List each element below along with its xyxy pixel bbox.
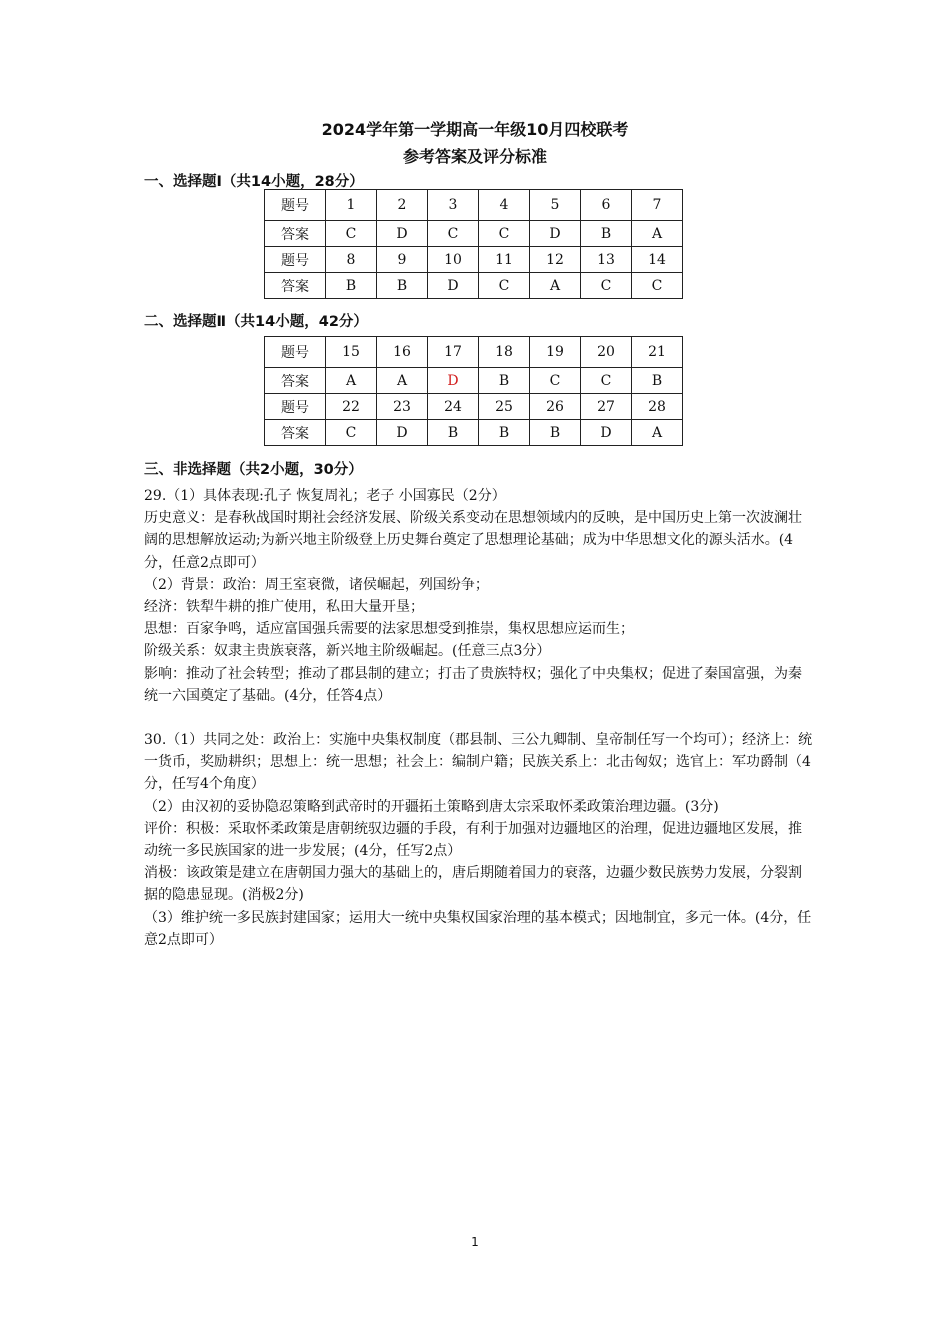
- answer-cell: D: [581, 420, 632, 446]
- table-row: [265, 394, 683, 420]
- label-cell: 题号: [265, 190, 326, 221]
- number-cell: 6: [581, 190, 632, 221]
- section2-heading: 二、选择题Ⅱ（共14小题，42分）: [144, 314, 368, 330]
- answer-cell: B: [326, 273, 377, 299]
- q30-part3: （3）维护统一多民族封建国家；运用大一统中央集权国家治理的基本模式；因地制宜，多元一体。(4分，任意2点即可）: [144, 909, 812, 948]
- answer-cell: B: [632, 368, 683, 394]
- number-cell: 17: [428, 337, 479, 368]
- answer-cell: C: [581, 368, 632, 394]
- q29-significance: 历史意义：是春秋战国时期社会经济发展、阶级关系变动在思想领域内的反映，是中国历史上第一次波澜壮阔的思想解放运动;为新兴地主阶级登上历史舞台奠定了思想理论基础；成为中华思想文化的源头活水。(4分，任意2点即可）: [144, 510, 802, 571]
- answer-cell: A: [530, 273, 581, 299]
- table-row: [265, 420, 683, 446]
- answer-cell: C: [326, 420, 377, 446]
- number-cell: 7: [632, 190, 683, 221]
- answer-cell: C: [581, 273, 632, 299]
- number-cell: 13: [581, 247, 632, 273]
- number-cell: 18: [479, 337, 530, 368]
- number-cell: 28: [632, 394, 683, 420]
- number-cell: 3: [428, 190, 479, 221]
- number-cell: 24: [428, 394, 479, 420]
- label-cell: 题号: [265, 247, 326, 273]
- answer-cell: A: [326, 368, 377, 394]
- answer-cell: A: [377, 368, 428, 394]
- answer-cell: B: [479, 420, 530, 446]
- q29-impact: 影响：推动了社会转型；推动了郡县制的建立；打击了贵族特权；强化了中央集权；促进了秦国富强，为秦统一六国奠定了基础。(4分，任答4点）: [144, 665, 802, 704]
- number-cell: 27: [581, 394, 632, 420]
- q30-part1: 30.（1）共同之处：政治上：实施中央集权制度（郡县制、三公九卿制、皇帝制任写一个均可）；经济上：统一货币，奖励耕织；思想上：统一思想；社会上：编制户籍；民族关系上：北击匈奴；选官上：军功爵制（4分，任写4个角度）: [144, 732, 813, 793]
- answer-cell: D: [377, 420, 428, 446]
- section1-heading: 一、选择题Ⅰ（共14小题，28分）: [144, 174, 364, 190]
- answer-cell: C: [479, 273, 530, 299]
- q29-part1: 29.（1）具体表现:孔子 恢复周礼；老子 小国寡民（2分）: [144, 488, 506, 504]
- section3-heading: 三、非选择题（共2小题，30分）: [144, 462, 363, 478]
- answer-cell: A: [632, 420, 683, 446]
- answer-cell: C: [530, 368, 581, 394]
- answer-table-1: [264, 189, 683, 299]
- answer-cell: B: [581, 221, 632, 247]
- table-row: [265, 190, 683, 221]
- answer-cell: B: [428, 420, 479, 446]
- answer-cell: B: [479, 368, 530, 394]
- answer-text-body: [144, 485, 814, 951]
- table-row: [265, 337, 683, 368]
- number-cell: 2: [377, 190, 428, 221]
- number-cell: 19: [530, 337, 581, 368]
- label-cell: 答案: [265, 420, 326, 446]
- answer-cell: D: [377, 221, 428, 247]
- q29-economy: 经济：铁犁牛耕的推广使用，私田大量开垦；: [144, 599, 424, 616]
- table-row: [265, 273, 683, 299]
- answer-table-2: [264, 336, 683, 446]
- table-row: [265, 368, 683, 394]
- number-cell: 5: [530, 190, 581, 221]
- paragraph-gap: [144, 707, 814, 729]
- answer-cell: D: [428, 273, 479, 299]
- answer-cell-highlighted: D: [428, 368, 479, 394]
- answer-cell: D: [530, 221, 581, 247]
- document-title: 2024学年第一学期高一年级10月四校联考: [321, 120, 629, 139]
- number-cell: 12: [530, 247, 581, 273]
- answer-cell: B: [530, 420, 581, 446]
- number-cell: 21: [632, 337, 683, 368]
- answer-cell: A: [632, 221, 683, 247]
- q29-thought: 思想：百家争鸣，适应富国强兵需要的法家思想受到推崇，集权思想应运而生；: [144, 621, 634, 638]
- number-cell: 23: [377, 394, 428, 420]
- label-cell: 答案: [265, 368, 326, 394]
- document-subtitle: 参考答案及评分标准: [402, 147, 547, 166]
- number-cell: 26: [530, 394, 581, 420]
- q30-part2: （2）由汉初的妥协隐忍策略到武帝时的开疆拓土策略到唐太宗采取怀柔政策治理边疆。(3分): [144, 798, 719, 815]
- q29-class-relations: 阶级关系：奴隶主贵族衰落，新兴地主阶级崛起。(任意三点3分）: [144, 643, 551, 660]
- answer-cell: C: [479, 221, 530, 247]
- number-cell: 14: [632, 247, 683, 273]
- page-number: 1: [471, 1235, 479, 1249]
- number-cell: 4: [479, 190, 530, 221]
- number-cell: 11: [479, 247, 530, 273]
- q30-negative-evaluation: 消极：该政策是建立在唐朝国力强大的基础上的，唐后期随着国力的衰落，边疆少数民族势力发展，分裂割据的隐患显现。(消极2分): [144, 865, 802, 904]
- number-cell: 22: [326, 394, 377, 420]
- number-cell: 8: [326, 247, 377, 273]
- answer-cell: C: [326, 221, 377, 247]
- number-cell: 25: [479, 394, 530, 420]
- number-cell: 20: [581, 337, 632, 368]
- table-row: [265, 221, 683, 247]
- number-cell: 15: [326, 337, 377, 368]
- label-cell: 题号: [265, 337, 326, 368]
- table-row: [265, 247, 683, 273]
- label-cell: 答案: [265, 221, 326, 247]
- answer-cell: B: [377, 273, 428, 299]
- answer-cell: C: [428, 221, 479, 247]
- number-cell: 16: [377, 337, 428, 368]
- number-cell: 9: [377, 247, 428, 273]
- label-cell: 答案: [265, 273, 326, 299]
- number-cell: 10: [428, 247, 479, 273]
- q29-part2-background: （2）背景：政治：周王室衰微，诸侯崛起，列国纷争；: [144, 576, 489, 593]
- q30-positive-evaluation: 评价：积极：采取怀柔政策是唐朝统驭边疆的手段，有利于加强对边疆地区的治理，促进边疆地区发展，推动统一多民族国家的进一步发展；(4分，任写2点）: [144, 820, 802, 860]
- label-cell: 题号: [265, 394, 326, 420]
- number-cell: 1: [326, 190, 377, 221]
- answer-cell: C: [632, 273, 683, 299]
